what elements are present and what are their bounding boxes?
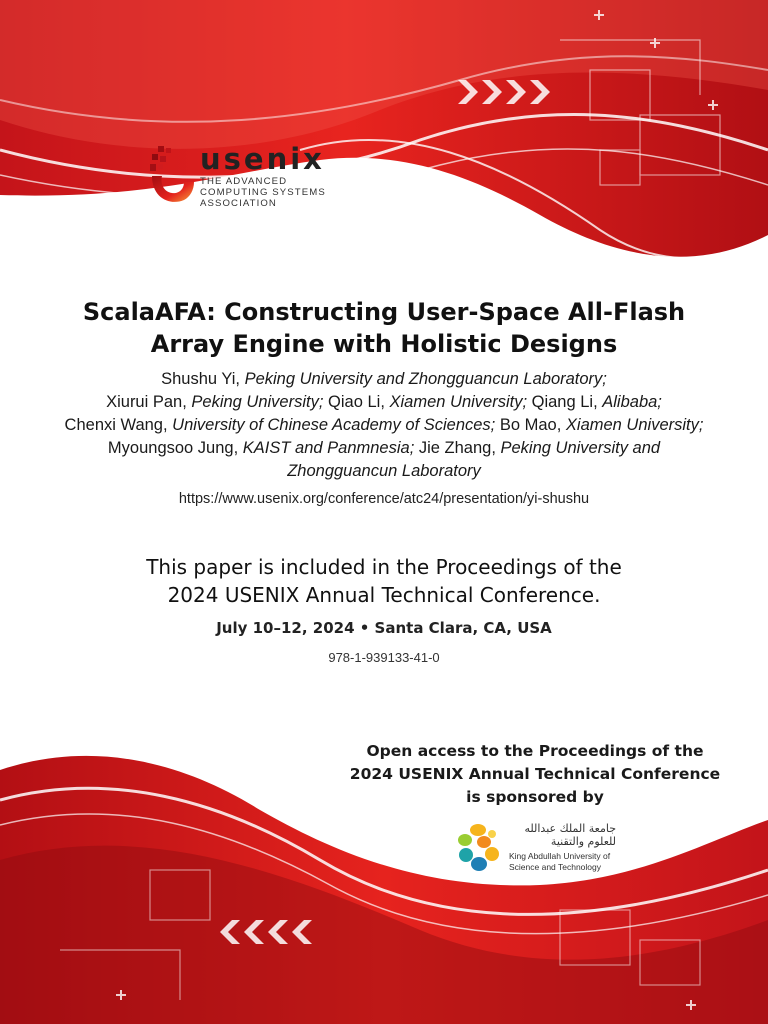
author-name: Shushu Yi,	[161, 370, 245, 388]
paper-title-line: Array Engine with Holistic Designs	[150, 330, 618, 358]
tagline-line: THE ADVANCED	[200, 176, 288, 187]
usenix-tagline	[200, 176, 370, 209]
author-line	[0, 460, 768, 483]
kaust-english-line: Science and Technology	[509, 862, 601, 872]
presentation-link[interactable]: https://www.usenix.org/conference/atc24/presentation/yi-shushu	[178, 491, 590, 507]
kaust-logo-icon	[452, 820, 502, 876]
paper-title-line: ScalaAFA: Constructing User-Space All-Flash	[82, 298, 686, 326]
usenix-logo	[148, 142, 368, 217]
author-name: Myoungsoo Jung,	[107, 439, 243, 457]
usenix-wordmark: usenix	[200, 142, 325, 176]
tagline-line: ASSOCIATION	[200, 198, 277, 209]
author-affiliation: KAIST and Panmnesia;	[242, 439, 415, 457]
author-affiliation: Peking University;	[191, 393, 324, 411]
sponsor-line: is sponsored by	[466, 788, 604, 806]
author-name: Bo Mao,	[495, 416, 566, 434]
author-name: Xiurui Pan,	[106, 393, 192, 411]
tagline-line: COMPUTING SYSTEMS	[200, 187, 326, 198]
author-affiliation: Zhongguancun Laboratory	[287, 462, 481, 480]
proceedings-notice	[0, 553, 768, 609]
author-name: Qiang Li,	[527, 393, 603, 411]
kaust-logo	[452, 820, 652, 880]
author-line	[0, 437, 768, 460]
proceedings-line: This paper is included in the Proceedings of the	[146, 555, 622, 579]
isbn: 978-1-939133-41-0	[328, 650, 440, 665]
sponsor-notice	[300, 740, 768, 809]
author-affiliation: Xiamen University;	[565, 416, 704, 434]
usenix-logo-icon	[148, 142, 196, 214]
author-affiliation: Xiamen University;	[389, 393, 528, 411]
author-affiliation: Alibaba;	[602, 393, 662, 411]
kaust-english-name	[509, 851, 659, 873]
author-affiliation: Peking University and Zhongguancun Laboratory;	[244, 370, 607, 388]
author-list	[0, 368, 768, 483]
author-affiliation: University of Chinese Academy of Sciences;	[172, 416, 496, 434]
kaust-arabic-name	[506, 822, 616, 848]
sponsor-line: Open access to the Proceedings of the	[366, 742, 704, 760]
author-name: Jie Zhang,	[414, 439, 501, 457]
author-line	[0, 391, 768, 414]
sponsor-line: 2024 USENIX Annual Technical Conference	[349, 765, 721, 783]
kaust-english-line: King Abdullah University of	[509, 851, 611, 861]
proceedings-line: 2024 USENIX Annual Technical Conference.	[167, 583, 601, 607]
author-name: Chenxi Wang,	[64, 416, 173, 434]
kaust-arabic-line: للعلوم والتقنية	[550, 835, 616, 848]
kaust-arabic-line: جامعة الملك عبدالله	[524, 822, 616, 835]
author-line	[0, 414, 768, 437]
author-line	[0, 368, 768, 391]
conference-dates: July 10–12, 2024 • Santa Clara, CA, USA	[216, 619, 552, 637]
author-name: Qiao Li,	[323, 393, 390, 411]
author-affiliation: Peking University and	[500, 439, 661, 457]
top-decorative-band	[0, 0, 768, 300]
paper-title	[0, 296, 768, 360]
